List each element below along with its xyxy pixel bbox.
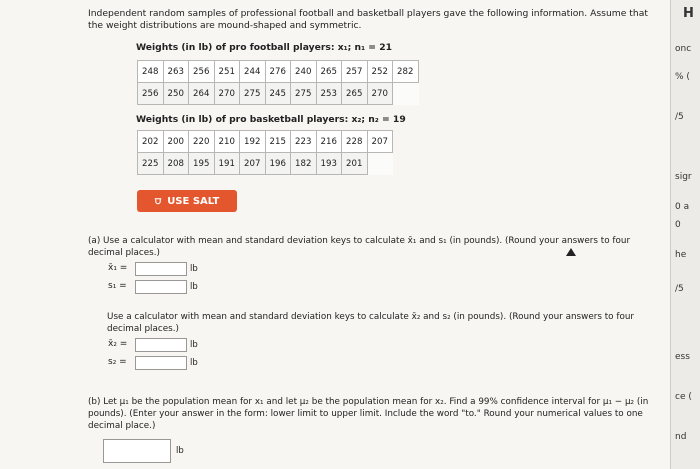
basketball-cell: 192 [240, 131, 266, 153]
x2-input[interactable] [135, 338, 187, 352]
basketball-cell: 225 [138, 153, 164, 175]
football-cell: 245 [265, 83, 291, 105]
basketball-cell: 201 [342, 153, 368, 175]
basketball-cell: 215 [265, 131, 291, 153]
s1-input[interactable] [135, 280, 187, 294]
right-strip-text-6: 0 [675, 220, 681, 230]
ci-unit: lb [176, 446, 184, 456]
basketball-cell: 193 [316, 153, 342, 175]
football-cell: 270 [367, 83, 393, 105]
football-cell: 248 [138, 61, 164, 83]
football-weights-table [137, 60, 419, 105]
basketball-cell: 191 [214, 153, 240, 175]
football-cell: 240 [291, 61, 317, 83]
right-strip-text-3: /5 [675, 112, 684, 122]
football-cell: 252 [367, 61, 393, 83]
part-a-question-1: (a) Use a calculator with mean and standard deviation keys to calculate x̄₁ and s₁ (in pounds). (Round your answers to four decimal places.) [88, 236, 631, 258]
basketball-cell: 223 [291, 131, 317, 153]
intro-text: Independent random samples of professional football and basketball players gave the following information. Assume that the weight distributions are mound-shaped and symmetric. [88, 8, 648, 31]
x1-input[interactable] [135, 262, 187, 276]
basketball-weights-table [137, 130, 393, 175]
right-strip-text-8: /5 [675, 284, 684, 294]
right-strip-text-10: ce ( [675, 392, 692, 402]
football-cell: 270 [214, 83, 240, 105]
basketball-cell: 220 [189, 131, 215, 153]
part-b-question: (b) Let μ₁ be the population mean for x₁ and let μ₂ be the population mean for x₂. Find a 99% confidence interval for μ₁ − μ₂ (in pounds). (Enter your answer in the form: lower limit to upper limit. Include the word "to." Round your numerical values to one decimal place.) [88, 397, 649, 431]
basketball-cell: 207 [367, 131, 393, 153]
adjacent-page-edge [670, 0, 700, 469]
basketball-row [138, 153, 393, 175]
right-strip-text-1: onc [675, 44, 692, 54]
football-table-title: Weights (in lb) of pro football players: x₁; n₁ = 21 [136, 42, 392, 53]
basketball-cell: 202 [138, 131, 164, 153]
right-strip-text-4: sigr [675, 172, 692, 182]
basketball-cell: 200 [163, 131, 189, 153]
s2-unit: lb [190, 358, 198, 368]
basketball-table-title: Weights (in lb) of pro basketball players: x₂; n₂ = 19 [136, 114, 406, 125]
basketball-cell: 228 [342, 131, 368, 153]
football-cell: 276 [265, 61, 291, 83]
s2-input[interactable] [135, 356, 187, 370]
use-salt-button[interactable] [137, 190, 237, 212]
football-cell: 251 [214, 61, 240, 83]
football-row [138, 83, 419, 105]
basketball-cell: 196 [265, 153, 291, 175]
s1-unit: lb [190, 282, 198, 292]
right-strip-text-0: H [683, 6, 694, 21]
football-cell: 263 [163, 61, 189, 83]
football-cell: 265 [316, 61, 342, 83]
mouse-cursor [566, 248, 576, 256]
football-cell: 244 [240, 61, 266, 83]
part-a-question-2: Use a calculator with mean and standard deviation keys to calculate x̄₂ and s₂ (in pounds). (Round your answers to four decimal places.) [107, 312, 635, 334]
basketball-cell: 216 [316, 131, 342, 153]
football-cell: 282 [393, 61, 419, 83]
x2-label: x̄₂ = [108, 339, 128, 349]
basketball-cell: 195 [189, 153, 215, 175]
football-row [138, 61, 419, 83]
football-cell: 253 [316, 83, 342, 105]
right-strip-text-11: nd [675, 432, 687, 442]
basketball-cell: 182 [291, 153, 317, 175]
football-cell: 256 [189, 61, 215, 83]
basketball-cell: 207 [240, 153, 266, 175]
basketball-cell: 208 [163, 153, 189, 175]
confidence-interval-input[interactable] [103, 439, 171, 463]
x1-label: x̄₁ = [108, 263, 128, 273]
salt-icon: ⩌ [154, 195, 162, 207]
basketball-cell: 210 [214, 131, 240, 153]
s1-label: s₁ = [108, 281, 127, 291]
right-strip-text-7: he [675, 250, 687, 260]
use-salt-label: USE SALT [167, 195, 220, 207]
football-cell: 264 [189, 83, 215, 105]
football-cell: 265 [342, 83, 368, 105]
right-strip-text-2: % ( [675, 72, 690, 82]
s2-label: s₂ = [108, 357, 127, 367]
right-strip-text-9: ess [675, 352, 690, 362]
basketball-row [138, 131, 393, 153]
x2-unit: lb [190, 340, 198, 350]
right-strip-text-5: 0 a [675, 202, 690, 212]
x1-unit: lb [190, 264, 198, 274]
football-cell: 275 [240, 83, 266, 105]
football-cell: 250 [163, 83, 189, 105]
football-cell: 257 [342, 61, 368, 83]
football-cell: 275 [291, 83, 317, 105]
football-cell: 256 [138, 83, 164, 105]
